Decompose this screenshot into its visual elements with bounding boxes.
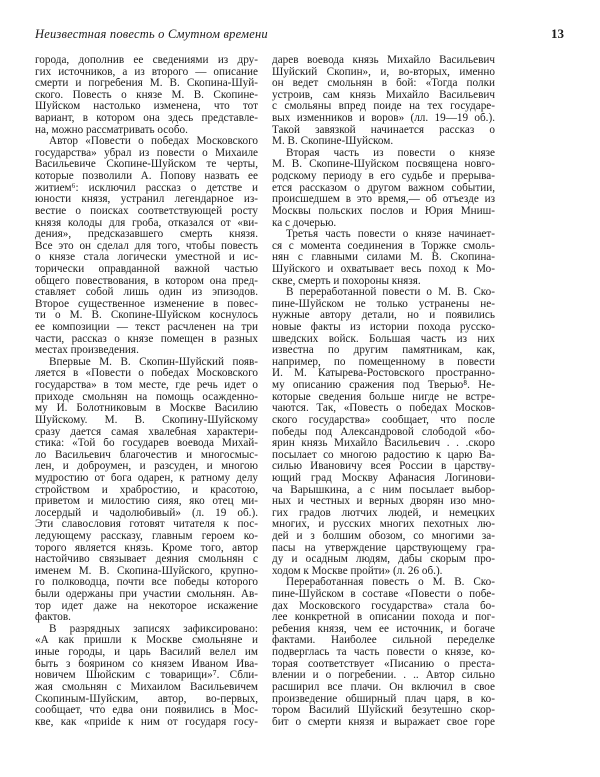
text-line: были одержаны при участии смольнян. Ав-: [35, 589, 258, 601]
text-line: М. В. Скопине-Шуйском.: [272, 136, 394, 148]
text-line: Автор «Повести о победах Московского: [49, 136, 258, 148]
text-line: гих источников, а из второго — описание: [35, 66, 258, 78]
text-line: быть з боярином со князем Иваном Ива-: [35, 658, 258, 670]
text-line: дарев воевода князь Михайло Васильевич: [272, 55, 495, 66]
paragraph: [35, 357, 258, 624]
text-line: Шуйском настолько изменена, что тот: [35, 101, 258, 113]
text-line: ского. Повесть о князе М. В. Скопине-: [35, 89, 258, 101]
text-line: которые позволили А. Попову назвать ее: [35, 171, 258, 183]
text-line: ребения князя, чем ее источник, и богаче: [272, 623, 495, 635]
text-column-left: [35, 55, 258, 728]
text-line: ярин князь Михайло Васильевич . . .скоро: [272, 438, 495, 450]
text-line: чаются. Так, «Повесть о победах Москов-: [272, 403, 495, 415]
text-line: пасы на утверждение царствующему гра-: [272, 542, 495, 554]
text-line: торически оправданной важной частью: [35, 263, 258, 275]
text-line: например, по помещенному в повести: [272, 356, 495, 368]
text-line: вестие о поисках соответствующей росту: [35, 205, 258, 217]
text-line: ее композиции — текст расчленен на три: [35, 322, 258, 334]
text-line: настойчиво связывает деяния смольнян с: [35, 554, 258, 566]
text-line: приходе смольнян на помощь осажденно-: [35, 391, 258, 403]
text-line: нужные автору детали, но и появились: [272, 310, 495, 322]
paragraph: [35, 624, 258, 728]
paragraph: [272, 287, 495, 577]
text-line: Такой завязкой начинается рассказ о: [272, 124, 495, 136]
text-line: торая соответствует «Писанию о преста-: [272, 658, 495, 670]
text-line: на, можно рассматривать особо.: [35, 124, 188, 136]
text-line: «А как пришли к Москве смольняне и: [35, 635, 258, 647]
text-line: ставляет собой лишь один из эпизодов.: [35, 287, 258, 299]
text-line: дей и з болшим обозом, со многими за-: [272, 530, 495, 542]
text-line: силью Ивановичу всея России в царству-: [272, 461, 495, 473]
text-line: пине-Шуйском в составе «Повести о побе-: [272, 589, 495, 601]
text-line: он ведет смольнян в бой: «Тогда полки: [272, 78, 495, 90]
text-line: лее конкретной в описании похода и пог-: [272, 612, 495, 624]
text-line: лосердый и чадолюбивый» (л. 19 об.).: [35, 507, 258, 519]
text-line: И. М. Катырева-Ростовского пространно-: [272, 368, 495, 380]
text-line: дах Московского государства» стала бо-: [272, 600, 495, 612]
text-line: устроив, сам князь Михайло Васильевич: [272, 89, 495, 101]
text-line: новые факты из истории похода русско-: [272, 322, 495, 334]
text-line: ду и осадным людям, дабы скорым про-: [272, 554, 495, 566]
text-line: го полководца, почти все победы которого: [35, 577, 258, 589]
text-line: мудростию от бога одарен, к ратному делу: [35, 472, 258, 484]
text-line: тор идет даже на некоторое искажение: [35, 600, 258, 612]
running-title: Неизвестная повесть о Смутном времени: [35, 27, 268, 41]
text-line: ходом к Москве пройти» (л. 26 об.).: [272, 565, 443, 577]
text-line: Васильевиче Скопине-Шуйском те черты,: [35, 159, 258, 171]
text-line: Москвы польских послов и Юрия Мниш-: [272, 205, 495, 217]
text-line: стройством и храбростию, и красотою,: [35, 484, 258, 496]
text-line: Переработанная повесть о М. В. Ско-: [286, 577, 495, 589]
text-line: подверглась та часть повести о князе, ко-: [272, 647, 495, 659]
text-line: общего повествования, в котором она пред-: [35, 275, 258, 287]
text-line: Все это он сделал для того, чтобы повесть: [35, 240, 258, 252]
text-line: вых изменников и воров» (лл. 19—19 об.).: [272, 113, 495, 125]
text-line: многих, и русских многих пехотных лю-: [272, 519, 495, 531]
text-line: именем М. В. Скопина-Шуйского, крупно-: [35, 565, 258, 577]
text-line: Третья часть повести о князе начинает-: [286, 229, 495, 241]
text-line: стика: «Той бо государев воевода Михай-: [35, 438, 258, 450]
text-line: кве, как «приide к ним от государя госу-: [35, 716, 258, 728]
text-line: тором Василий Шуйский безутешно скор-: [272, 705, 495, 717]
text-line: государства» в том месте, где речь идет о: [35, 380, 258, 392]
text-line: му описанию сражения под Тверью⁸. Не-: [272, 380, 495, 392]
text-line: М. В. Скопине-Шуйском посвящена новго-: [272, 159, 495, 171]
text-line: житием⁶: исключил рассказ о детстве и: [35, 182, 258, 194]
paragraph: [272, 55, 495, 148]
text-line: смерти и погребения М. В. Скопина-Шуй-: [35, 78, 258, 90]
text-line: ти о М. В. Скопине-Шуйском коснулось: [35, 310, 258, 322]
text-line: шведских войск. Большая часть из них: [272, 333, 495, 345]
text-line: В переработанной повести о М. В. Ско-: [286, 287, 495, 299]
text-line: которые сведения больше нигде не встре-: [272, 391, 495, 403]
paragraph: [272, 148, 495, 229]
text-line: ка с дочерью.: [272, 217, 337, 229]
paragraph: [35, 136, 258, 357]
text-line: Скопиным-Шуйским, автор, во-первых,: [35, 693, 258, 705]
text-line: нян с главными силами М. В. Скопина-: [272, 252, 495, 264]
text-line: с смольяны впред поиде на тех государе-: [272, 101, 495, 113]
page-number: 13: [551, 26, 564, 41]
text-line: князя колоды для гроба, отказался от «ви-: [35, 217, 258, 229]
text-column-right: [272, 55, 495, 728]
text-line: ляется в «Повести о победах Московского: [35, 368, 258, 380]
text-line: ского государства» сообщает, что после: [272, 414, 495, 426]
text-line: новичем Шюйским с товарищи»⁷. Сбли-: [35, 670, 258, 682]
text-line: ных и честных и верных дворян изо мно-: [272, 496, 495, 508]
text-line: лен, и доброумен, и разсуден, и многою: [35, 461, 258, 473]
text-line: ча Варышкина, а с ним посылает выбор-: [272, 484, 495, 496]
text-line: фактов.: [35, 612, 71, 624]
text-line: пине-Шуйском не только устранены не-: [272, 298, 495, 310]
text-line: Шуйский Скопин», и, во-вторых, именно: [272, 66, 495, 78]
text-line: ледующему рассказу, главным героем ко-: [35, 530, 258, 542]
text-line: му И. Болотниковым в Москве Василию: [35, 403, 258, 415]
text-line: сразу дается самая хвалебная характери-: [35, 426, 258, 438]
text-line: Вторая часть из повести о князе: [286, 147, 495, 159]
text-line: города, дополнив ее сведениями из дру-: [35, 55, 258, 66]
text-line: посылает со многою радостию к царю Ва-: [272, 449, 495, 461]
text-line: части, рассказ о князе помещен в разных: [35, 333, 258, 345]
text-line: гих градов лютчих людей, и немецких: [272, 507, 495, 519]
text-line: Шуйскому. М. В. Скопину-Шуйскому: [35, 414, 258, 426]
paragraph: [272, 577, 495, 728]
text-line: Шуйского и охватывает весь поход к Мо-: [272, 263, 495, 275]
text-line: приветом и милостию сияя, яко отец ми-: [35, 496, 258, 508]
paragraph: [272, 229, 495, 287]
text-line: победы под Александровой слободой «бо-: [272, 426, 495, 438]
text-line: бит о смерти князя и выражает свое горе: [272, 716, 495, 728]
text-line: ющий град Москву Афанасия Логинови-: [272, 472, 495, 484]
text-line: влении и о погребении. . .. Автор сильно: [272, 670, 495, 682]
text-line: иные городы, и царь Василий велел им: [35, 647, 258, 659]
text-line: фактами. Наиболее сильной переделке: [272, 635, 495, 647]
paragraph: [35, 55, 258, 136]
text-line: о князе стала логически уместной и ис-: [35, 252, 258, 264]
text-line: местах произведения.: [35, 345, 139, 357]
text-line: ся с момента соединения в Торжке смоль-: [272, 240, 495, 252]
text-line: государства» убрал из повести о Михаиле: [35, 147, 258, 159]
text-line: торого является князь. Кроме того, автор: [35, 542, 258, 554]
text-line: ется рассказом о другом важном событии,: [272, 182, 495, 194]
text-line: скве, смерть и похороны князя.: [272, 275, 421, 287]
text-line: расширил все плачи. Он включил в свое: [272, 681, 495, 693]
text-line: Впервые М. В. Скопин-Шуйский появ-: [49, 356, 258, 368]
text-line: произведение обширный плач царя, в ко-: [272, 693, 495, 705]
text-line: вариант, в котором она здесь представле-: [35, 113, 258, 125]
text-line: В разрядных записях зафиксировано:: [49, 623, 258, 635]
text-line: известна по другим памятникам, как,: [272, 345, 495, 357]
text-line: родскому периоду в его судьбе и прерыва-: [272, 171, 495, 183]
text-line: жая смольнян с Михаилом Васильевичем: [35, 681, 258, 693]
text-line: ло Васильевич благочестив и многосмыс-: [35, 449, 258, 461]
text-line: Эти славословия готовят читателя к пос-: [35, 519, 258, 531]
text-line: юности князя, устранил легендарное из-: [35, 194, 258, 206]
text-line: де́ния», предсказавшего смерть князя.: [35, 229, 258, 241]
text-line: происшедшем в это время,— об отъезде из: [272, 194, 495, 206]
text-line: Второе существенное изменение в повес-: [35, 298, 258, 310]
text-line: сообщает, что едва они появились в Мос-: [35, 705, 258, 717]
